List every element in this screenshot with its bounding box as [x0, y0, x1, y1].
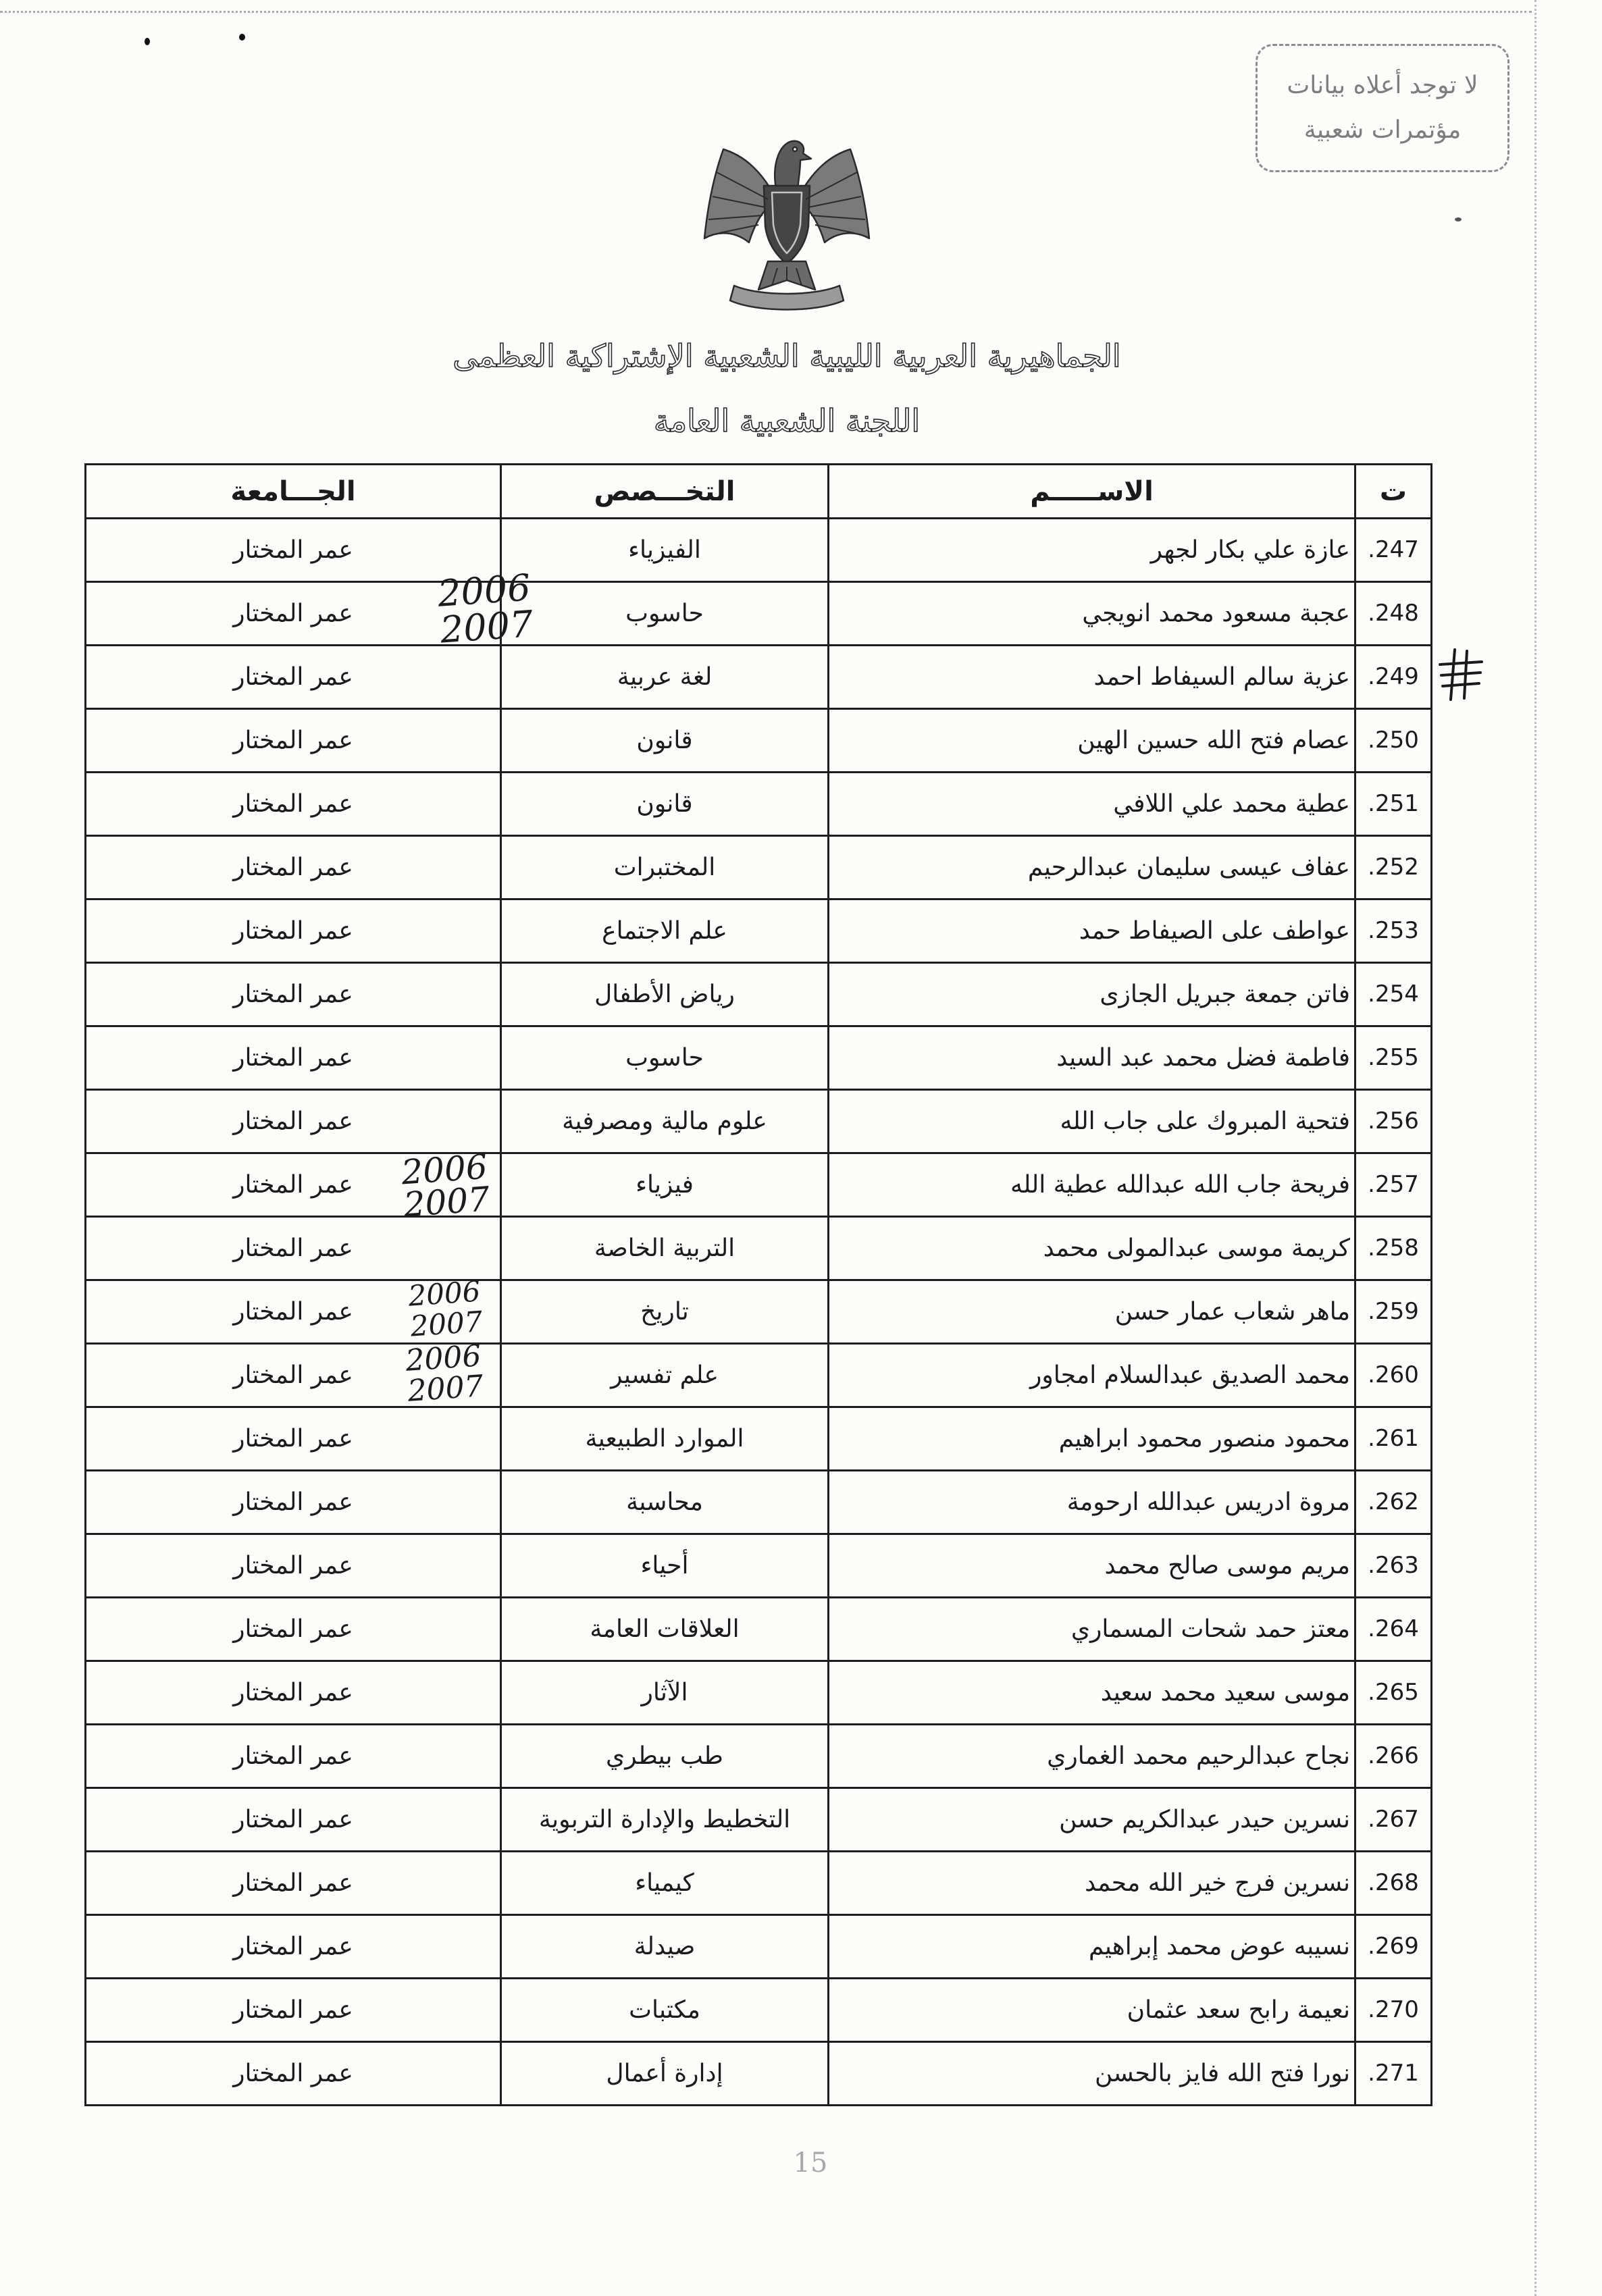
- table-row: [86, 1407, 1432, 1471]
- row-number: 248.: [1355, 582, 1432, 646]
- table-row: [86, 1661, 1432, 1725]
- handwritten-year-note: [407, 1276, 484, 1341]
- university: عمر المختار: [86, 1979, 501, 2042]
- university: عمر المختار: [86, 582, 501, 646]
- student-name: مروة ادريس عبدالله ارحومة: [829, 1471, 1355, 1534]
- major: أحياء: [501, 1534, 829, 1598]
- university: عمر المختار: [86, 1788, 501, 1852]
- note-year-bottom: 2007: [438, 602, 535, 652]
- student-name: نعيمة رابح سعد عثمان: [829, 1979, 1355, 2042]
- major: علم تفسير: [501, 1344, 829, 1407]
- table-row: [86, 836, 1432, 899]
- row-number: 259.: [1355, 1280, 1432, 1344]
- row-number: 260.: [1355, 1344, 1432, 1407]
- university: عمر المختار: [86, 1852, 501, 1915]
- student-name: ماهر شعاب عمار حسن: [829, 1280, 1355, 1344]
- table-header-row: [86, 465, 1432, 519]
- student-name: موسى سعيد محمد سعيد: [829, 1661, 1355, 1725]
- row-number: 256.: [1355, 1090, 1432, 1153]
- scan-speck: [239, 34, 245, 41]
- row-number: 268.: [1355, 1852, 1432, 1915]
- row-number: 250.: [1355, 709, 1432, 773]
- table-row: [86, 1153, 1432, 1217]
- major: طب بيطري: [501, 1725, 829, 1788]
- row-number: 247.: [1355, 519, 1432, 582]
- student-name: مريم موسى صالح محمد: [829, 1534, 1355, 1598]
- column-header-major: التخـــصص: [501, 465, 829, 519]
- major: حاسوب: [501, 1026, 829, 1090]
- student-name: نسرين حيدر عبدالكريم حسن: [829, 1788, 1355, 1852]
- table-row: [86, 1725, 1432, 1788]
- note-year-bottom: 2007: [402, 1179, 491, 1225]
- note-year-top: 2006: [400, 1147, 489, 1193]
- student-name: فتحية المبروك على جاب الله: [829, 1090, 1355, 1153]
- table-row: [86, 1915, 1432, 1979]
- row-number: 269.: [1355, 1915, 1432, 1979]
- major: علوم مالية ومصرفية: [501, 1090, 829, 1153]
- university: عمر المختار: [86, 519, 501, 582]
- student-name: فاتن جمعة جبريل الجازى: [829, 963, 1355, 1026]
- student-name: فاطمة فضل محمد عبد السيد: [829, 1026, 1355, 1090]
- major: صيدلة: [501, 1915, 829, 1979]
- major: قانون: [501, 709, 829, 773]
- table-row: [86, 1979, 1432, 2042]
- table-row: [86, 1788, 1432, 1852]
- university: عمر المختار: [86, 1217, 501, 1280]
- major: العلاقات العامة: [501, 1598, 829, 1661]
- table-row: [86, 899, 1432, 963]
- note-year-bottom: 2007: [406, 1369, 485, 1409]
- row-number: 255.: [1355, 1026, 1432, 1090]
- row-number: 249.: [1355, 646, 1432, 709]
- row-number: 270.: [1355, 1979, 1432, 2042]
- student-name: معتز حمد شحات المسماري: [829, 1598, 1355, 1661]
- table-row: [86, 2042, 1432, 2106]
- university: عمر المختار: [86, 1471, 501, 1534]
- major: إدارة أعمال: [501, 2042, 829, 2106]
- row-number: 261.: [1355, 1407, 1432, 1471]
- university: عمر المختار: [86, 709, 501, 773]
- university: عمر المختار: [86, 836, 501, 899]
- row-number: 267.: [1355, 1788, 1432, 1852]
- table-row: [86, 1344, 1432, 1407]
- student-name: عفاف عيسى سليمان عبدالرحيم: [829, 836, 1355, 899]
- student-name: محمد الصديق عبدالسلام امجاور: [829, 1344, 1355, 1407]
- table-row: [86, 1471, 1432, 1534]
- handwritten-year-note: [400, 1147, 491, 1225]
- student-name: نورا فتح الله فايز بالحسن: [829, 2042, 1355, 2106]
- student-name: عطية محمد علي اللافي: [829, 773, 1355, 836]
- university: عمر المختار: [86, 1598, 501, 1661]
- row-number: 252.: [1355, 836, 1432, 899]
- major: الفيزياء: [501, 519, 829, 582]
- major: محاسبة: [501, 1471, 829, 1534]
- university: عمر المختار: [86, 1407, 501, 1471]
- state-title: الجماهيرية العربية الليبية الشعبية الإشتراكية العظمى: [453, 338, 1121, 374]
- major: الآثار: [501, 1661, 829, 1725]
- university: عمر المختار: [86, 899, 501, 963]
- student-roster-table: [84, 463, 1432, 2106]
- major: حاسوب: [501, 582, 829, 646]
- official-stamp: [1256, 44, 1509, 172]
- table-row: [86, 1534, 1432, 1598]
- handwritten-margin-mark-icon: [1437, 647, 1484, 702]
- major: كيمياء: [501, 1852, 829, 1915]
- student-name: فريحة جاب الله عبدالله عطية الله: [829, 1153, 1355, 1217]
- handwritten-year-note: [405, 1340, 484, 1407]
- student-name: كريمة موسى عبدالمولى محمد: [829, 1217, 1355, 1280]
- table-row: [86, 963, 1432, 1026]
- table-row: [86, 1026, 1432, 1090]
- university: عمر المختار: [86, 1153, 501, 1217]
- scan-edge-top: [0, 11, 1532, 13]
- committee-subtitle: اللجنة الشعبية العامة: [653, 402, 921, 439]
- row-number: 265.: [1355, 1661, 1432, 1725]
- university: عمر المختار: [86, 1725, 501, 1788]
- student-name: عصام فتح الله حسين الهين: [829, 709, 1355, 773]
- scan-speck: [145, 38, 150, 45]
- major: تاريخ: [501, 1280, 829, 1344]
- note-year-top: 2006: [407, 1274, 482, 1313]
- major: المختبرات: [501, 836, 829, 899]
- row-number: 251.: [1355, 773, 1432, 836]
- table-row: [86, 1280, 1432, 1344]
- row-number: 271.: [1355, 2042, 1432, 2106]
- column-header-number: ت: [1355, 465, 1432, 519]
- university: عمر المختار: [86, 1344, 501, 1407]
- stamp-line-1: لا توجد أعلاه بيانات: [1287, 72, 1478, 99]
- student-name: عجبة مسعود محمد انويجي: [829, 582, 1355, 646]
- note-year-top: 2006: [404, 1338, 483, 1378]
- university: عمر المختار: [86, 1661, 501, 1725]
- note-year-top: 2006: [436, 566, 532, 615]
- student-name: عازة علي بكار لجهر: [829, 519, 1355, 582]
- university: عمر المختار: [86, 646, 501, 709]
- table-row: [86, 1217, 1432, 1280]
- university: عمر المختار: [86, 1280, 501, 1344]
- student-name: نجاح عبدالرحيم محمد الغماري: [829, 1725, 1355, 1788]
- university: عمر المختار: [86, 1915, 501, 1979]
- handwritten-year-note: [436, 566, 535, 652]
- row-number: 257.: [1355, 1153, 1432, 1217]
- major: فيزياء: [501, 1153, 829, 1217]
- table-row: [86, 1598, 1432, 1661]
- scan-edge-right: [1534, 0, 1536, 2296]
- university: عمر المختار: [86, 1090, 501, 1153]
- column-header-university: الجـــامعة: [86, 465, 501, 519]
- student-name: نسيبه عوض محمد إبراهيم: [829, 1915, 1355, 1979]
- major: الموارد الطبيعية: [501, 1407, 829, 1471]
- student-name: محمود منصور محمود ابراهيم: [829, 1407, 1355, 1471]
- table-row: [86, 519, 1432, 582]
- university: عمر المختار: [86, 2042, 501, 2106]
- university: عمر المختار: [86, 963, 501, 1026]
- row-number: 254.: [1355, 963, 1432, 1026]
- major: التربية الخاصة: [501, 1217, 829, 1280]
- university: عمر المختار: [86, 1534, 501, 1598]
- university: عمر المختار: [86, 1026, 501, 1090]
- table-row: [86, 1090, 1432, 1153]
- student-name: عزية سالم السيفاط احمد: [829, 646, 1355, 709]
- university: عمر المختار: [86, 773, 501, 836]
- row-number: 263.: [1355, 1534, 1432, 1598]
- row-number: 253.: [1355, 899, 1432, 963]
- major: مكتبات: [501, 1979, 829, 2042]
- table-row: [86, 773, 1432, 836]
- column-header-name: الاســـــم: [829, 465, 1355, 519]
- table-row: [86, 582, 1432, 646]
- table-row: [86, 646, 1432, 709]
- scan-speck: [1455, 217, 1462, 221]
- note-year-bottom: 2007: [409, 1305, 484, 1343]
- row-number: 266.: [1355, 1725, 1432, 1788]
- major: لغة عربية: [501, 646, 829, 709]
- table-row: [86, 709, 1432, 773]
- major: رياض الأطفال: [501, 963, 829, 1026]
- student-name: نسرين فرج خير الله محمد: [829, 1852, 1355, 1915]
- student-name: عواطف على الصيفاط حمد: [829, 899, 1355, 963]
- eagle-emblem: [692, 124, 881, 314]
- major: علم الاجتماع: [501, 899, 829, 963]
- row-number: 262.: [1355, 1471, 1432, 1534]
- table-row: [86, 1852, 1432, 1915]
- stamp-line-2: مؤتمرات شعبية: [1303, 116, 1462, 144]
- major: التخطيط والإدارة التربوية: [501, 1788, 829, 1852]
- row-number: 258.: [1355, 1217, 1432, 1280]
- row-number: 264.: [1355, 1598, 1432, 1661]
- page-number: 15: [793, 2147, 828, 2178]
- major: قانون: [501, 773, 829, 836]
